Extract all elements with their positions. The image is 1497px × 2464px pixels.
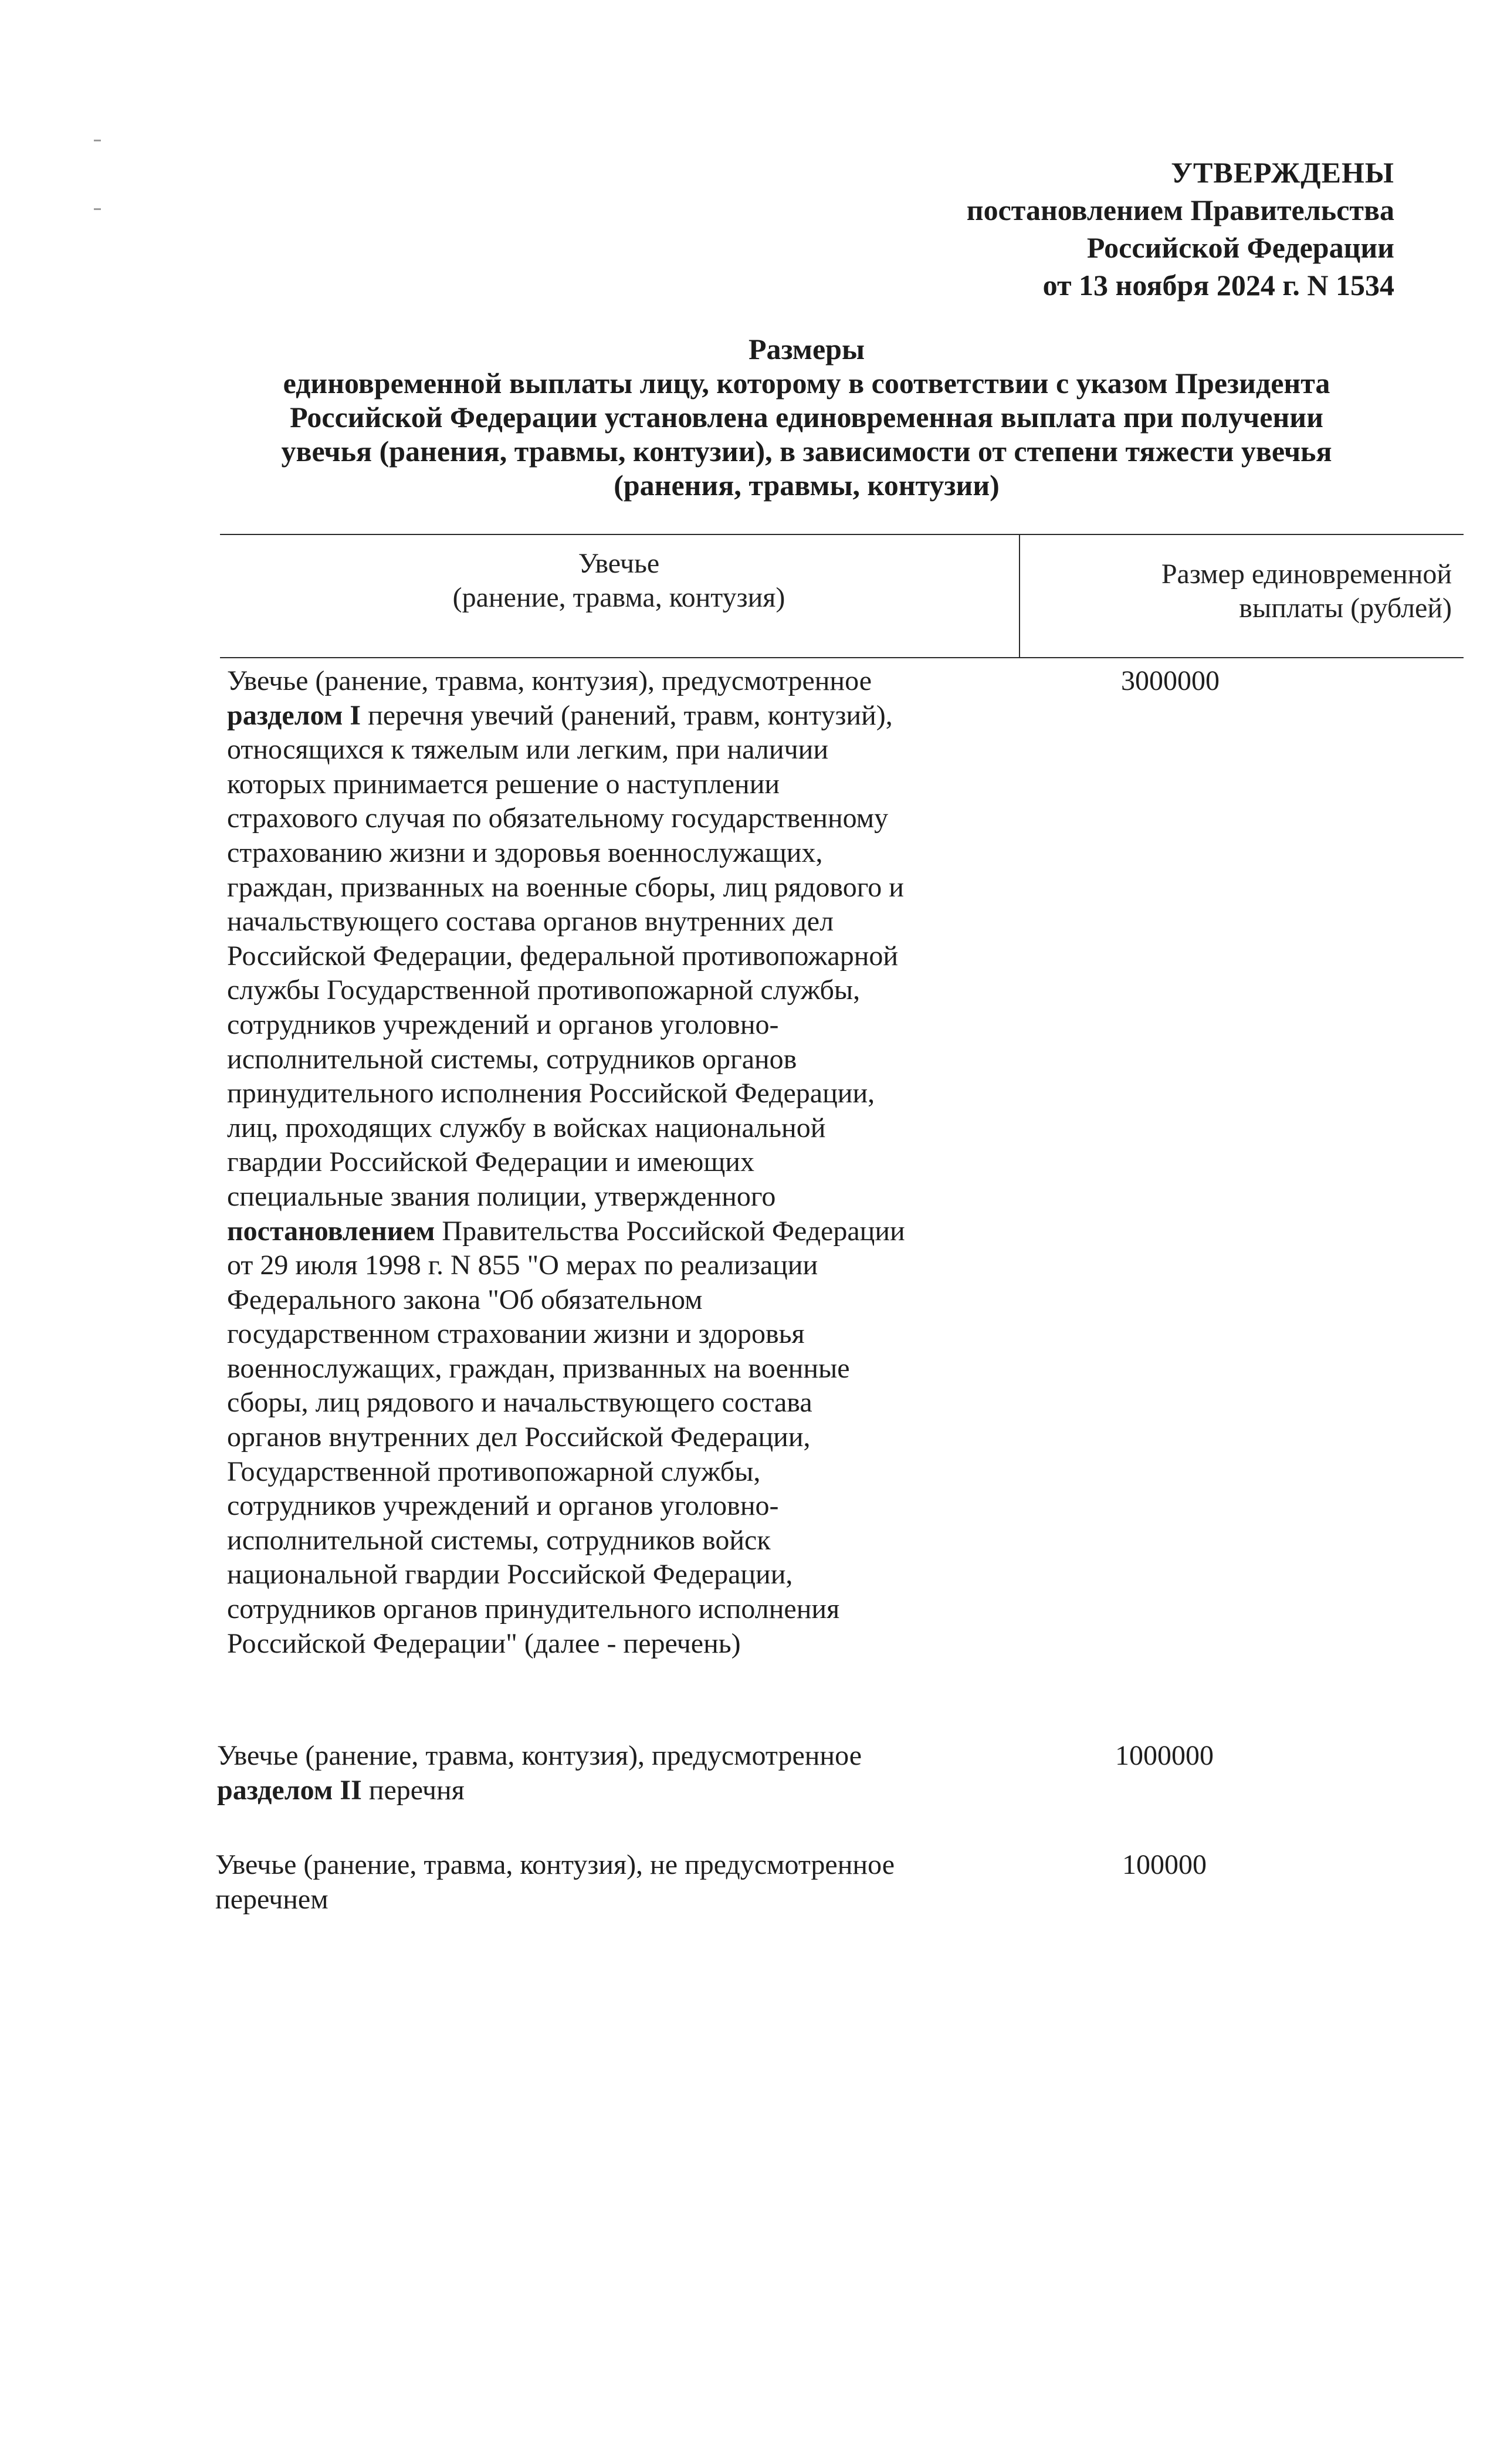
line-text: страхового случая по обязательному государственному [227,803,889,834]
scan-artifact [94,208,101,210]
heading-title: Размеры [748,333,865,365]
description-line [217,1739,1003,1773]
heading-line: Российской Федерации установлена единовременная выплата при получении [290,401,1323,434]
description-line [227,1592,1013,1627]
description-line [227,836,1013,871]
description-line [227,905,1013,939]
table-header-border [220,657,1464,658]
description-line [215,1883,1001,1917]
description-line [227,871,1013,905]
line-text: перечня увечий (ранений, травм, контузий), [361,699,893,731]
description-line [227,1248,1013,1283]
header-injury-line: (ранение, травма, контузия) [452,582,785,613]
document-heading [223,332,1390,502]
line-text: Увечье (ранение, травма, контузия), предусмотренное [217,1740,862,1771]
description-line [217,1773,1003,1808]
payment-amount: 100000 [1122,1849,1207,1880]
approval-line: от 13 ноября 2024 г. N 1534 [1042,269,1394,302]
table-top-border [220,534,1464,535]
line-text: гвардии Российской Федерации и имеющих [227,1146,754,1178]
line-text: Государственной противопожарной службы, [227,1456,761,1487]
header-injury-line: Увечье [578,548,660,579]
description-line [227,1455,1013,1490]
approval-line: Российской Федерации [1086,231,1394,264]
line-text: перечнем [215,1883,328,1915]
description-line [215,1848,1001,1883]
injury-description [215,1848,1001,1917]
line-text: органов внутренних дел Российской Федерации, [227,1421,811,1453]
approval-line: постановлением Правительства [966,194,1394,226]
description-line [227,1489,1013,1524]
description-line [227,1317,1013,1352]
line-text: Российской Федерации, федеральной противопожарной [227,940,899,972]
line-text: лиц, проходящих службу в войсках национальной [227,1112,826,1143]
scan-artifact [94,140,101,141]
line-text: Правительства Российской Федерации [435,1215,905,1247]
description-line [227,1627,1013,1661]
payment-amount: 3000000 [1121,665,1220,696]
line-text: государственном страховании жизни и здоровья [227,1318,805,1350]
line-text: перечня [361,1774,465,1806]
injury-description [227,664,1013,1661]
description-line [227,1214,1013,1249]
description-line [227,1420,1013,1455]
description-line [227,1145,1013,1180]
line-text: сотрудников учреждений и органов уголовно- [227,1490,779,1522]
table-column-divider [1019,534,1020,657]
line-text: граждан, призванных на военные сборы, лиц рядового и [227,871,904,903]
header-amount-line: Размер единовременной [1161,559,1452,590]
description-line [227,664,1013,699]
bold-reference: разделом II [217,1774,362,1806]
approval-stamp-block [967,154,1394,304]
line-text: от 29 июля 1998 г. N 855 "О мерах по реализации [227,1250,818,1281]
heading-line: единовременной выплаты лицу, которому в соответствии с указом Президента [283,367,1330,400]
injury-description [217,1739,1003,1808]
line-text: исполнительной системы, сотрудников войск [227,1524,771,1556]
approval-title: УТВЕРЖДЕНЫ [1171,156,1394,189]
description-line [227,1008,1013,1043]
description-line [227,733,1013,767]
line-text: специальные звания полиции, утвержденного [227,1180,776,1212]
line-text: Федерального закона "Об обязательном [227,1284,703,1315]
line-text: национальной гвардии Российской Федерации, [227,1559,793,1590]
line-text: службы Государственной противопожарной службы, [227,974,861,1006]
description-line [227,1386,1013,1420]
bold-reference: разделом I [227,699,361,731]
header-amount-line: выплаты (рублей) [1239,593,1452,624]
description-line [227,1180,1013,1214]
line-text: сборы, лиц рядового и начальствующего состава [227,1387,812,1419]
description-line [227,1111,1013,1146]
line-text: Увечье (ранение, травма, контузия), предусмотренное [227,665,872,696]
bold-reference: постановлением [227,1215,435,1247]
description-line [227,1283,1013,1318]
line-text: принудительного исполнения Российской Федерации, [227,1078,875,1109]
description-line [227,973,1013,1008]
description-line [227,1558,1013,1592]
description-line [227,1352,1013,1386]
line-text: исполнительной системы, сотрудников органов [227,1043,797,1075]
line-text: относящихся к тяжелым или легким, при наличии [227,734,829,766]
description-line [227,1524,1013,1558]
payment-amount: 1000000 [1115,1740,1214,1771]
line-text: сотрудников учреждений и органов уголовно- [227,1008,779,1040]
line-text: страхованию жизни и здоровья военнослужащих, [227,837,823,868]
header-amount [1029,557,1452,625]
line-text: Российской Федерации" (далее - перечень) [227,1627,741,1659]
description-line [227,939,1013,974]
description-line [227,767,1013,802]
description-line [227,699,1013,733]
line-text: сотрудников органов принудительного исполнения [227,1593,840,1625]
description-line [227,801,1013,836]
line-text: которых принимается решение о наступлении [227,768,780,800]
line-text: Увечье (ранение, травма, контузия), не предусмотренное [215,1849,895,1880]
heading-line: увечья (ранения, травмы, контузии), в зависимости от степени тяжести увечья [281,435,1332,468]
line-text: начальствующего состава органов внутренних дел [227,906,834,937]
line-text: военнослужащих, граждан, призванных на военные [227,1352,850,1384]
description-line [227,1077,1013,1111]
header-injury [220,547,1018,615]
heading-line: (ранения, травмы, контузии) [614,469,1000,502]
description-line [227,1043,1013,1077]
